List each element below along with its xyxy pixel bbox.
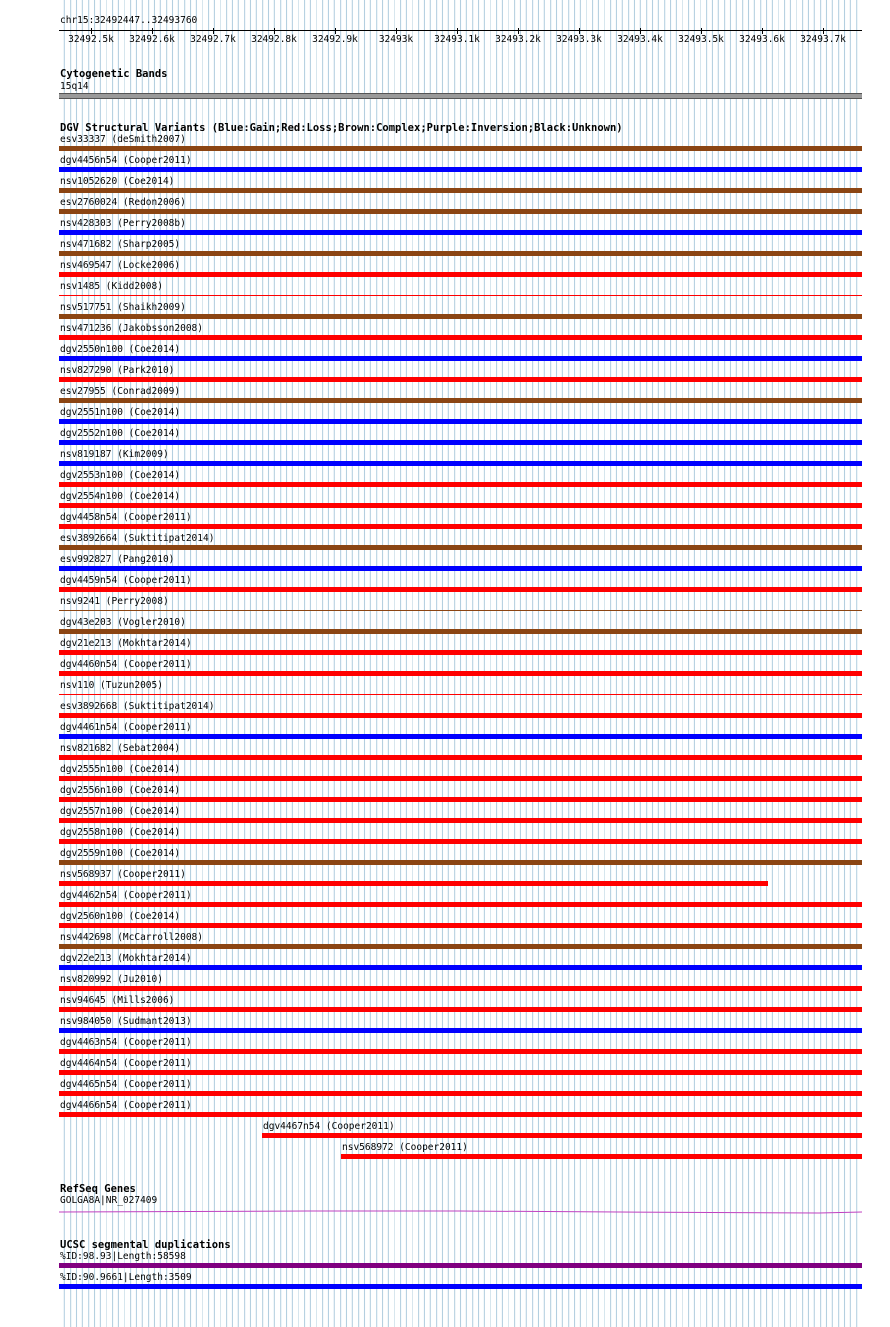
- gene-intron-line: [59, 1211, 862, 1213]
- dgv-variant-label[interactable]: nsv1485 (Kidd2008): [60, 281, 163, 292]
- dgv-variant-bar[interactable]: [59, 419, 862, 424]
- ruler-location: chr15:32492447..32493760: [60, 15, 198, 26]
- dgv-variant-label[interactable]: dgv4466n54 (Cooper2011): [60, 1100, 192, 1111]
- ruler-tick-label: 32492.6k: [129, 34, 175, 45]
- dgv-variant-label[interactable]: nsv517751 (Shaikh2009): [60, 302, 186, 313]
- dgv-variant-label[interactable]: dgv4460n54 (Cooper2011): [60, 659, 192, 670]
- dgv-variant-label[interactable]: dgv2550n100 (Coe2014): [60, 344, 181, 355]
- dgv-variant-label[interactable]: dgv4464n54 (Cooper2011): [60, 1058, 192, 1069]
- dgv-variant-label[interactable]: dgv2553n100 (Coe2014): [60, 470, 181, 481]
- dgv-variant-bar[interactable]: [341, 1154, 862, 1159]
- dgv-variant-label[interactable]: dgv4461n54 (Cooper2011): [60, 722, 192, 733]
- dgv-variant-bar[interactable]: [59, 944, 862, 949]
- segdup-bar[interactable]: [59, 1263, 862, 1268]
- dgv-variant-label[interactable]: dgv43e203 (Vogler2010): [60, 617, 186, 628]
- dgv-variant-bar[interactable]: [59, 755, 862, 760]
- dgv-variant-bar[interactable]: [59, 503, 862, 508]
- dgv-variant-bar[interactable]: [59, 251, 862, 256]
- dgv-variant-label[interactable]: nsv9241 (Perry2008): [60, 596, 169, 607]
- dgv-variant-bar[interactable]: [59, 545, 862, 550]
- dgv-variant-bar[interactable]: [59, 671, 862, 676]
- dgv-variant-bar[interactable]: [59, 923, 862, 928]
- dgv-variant-label[interactable]: esv3892668 (Suktitipat2014): [60, 701, 215, 712]
- dgv-variant-bar[interactable]: [59, 188, 862, 193]
- ruler-axis: [59, 30, 862, 31]
- dgv-variant-bar[interactable]: [59, 1070, 862, 1075]
- dgv-variant-label[interactable]: dgv4467n54 (Cooper2011): [263, 1121, 395, 1132]
- dgv-variant-bar[interactable]: [59, 965, 862, 970]
- dgv-variant-bar[interactable]: [59, 356, 862, 361]
- refseq-gene-feature[interactable]: [59, 1210, 862, 1214]
- dgv-variant-bar[interactable]: [59, 295, 862, 296]
- dgv-variant-label[interactable]: nsv442698 (McCarroll2008): [60, 932, 203, 943]
- dgv-variant-bar[interactable]: [59, 713, 862, 718]
- ruler-tick-label: 32493.6k: [739, 34, 785, 45]
- dgv-variant-label[interactable]: dgv2559n100 (Coe2014): [60, 848, 181, 859]
- ruler-tick-label: 32493.1k: [434, 34, 480, 45]
- dgv-variant-bar[interactable]: [59, 272, 862, 277]
- dgv-variant-bar[interactable]: [59, 797, 862, 802]
- dgv-variant-bar[interactable]: [59, 860, 862, 865]
- dgv-variant-label[interactable]: dgv4458n54 (Cooper2011): [60, 512, 192, 523]
- dgv-variant-label[interactable]: dgv21e213 (Mokhtar2014): [60, 638, 192, 649]
- dgv-variant-label[interactable]: nsv110 (Tuzun2005): [60, 680, 163, 691]
- dgv-variant-label[interactable]: dgv4465n54 (Cooper2011): [60, 1079, 192, 1090]
- dgv-variant-label[interactable]: dgv22e213 (Mokhtar2014): [60, 953, 192, 964]
- dgv-variant-label[interactable]: dgv2556n100 (Coe2014): [60, 785, 181, 796]
- dgv-variant-label[interactable]: dgv2552n100 (Coe2014): [60, 428, 181, 439]
- dgv-variant-label[interactable]: esv27955 (Conrad2009): [60, 386, 181, 397]
- cytoband-bar[interactable]: [59, 93, 862, 99]
- dgv-variant-label[interactable]: nsv471236 (Jakobsson2008): [60, 323, 203, 334]
- ruler-tick-label: 32492.5k: [68, 34, 114, 45]
- dgv-variant-label[interactable]: nsv568972 (Cooper2011): [342, 1142, 468, 1153]
- dgv-variant-bar[interactable]: [59, 1007, 862, 1012]
- dgv-variant-bar[interactable]: [59, 694, 862, 695]
- dgv-variant-bar[interactable]: [59, 209, 862, 214]
- dgv-variant-bar[interactable]: [59, 650, 862, 655]
- dgv-variant-bar[interactable]: [59, 524, 862, 529]
- dgv-variant-bar[interactable]: [59, 230, 862, 235]
- dgv-variant-label[interactable]: nsv819187 (Kim2009): [60, 449, 169, 460]
- dgv-variant-bar[interactable]: [59, 335, 862, 340]
- dgv-variant-bar[interactable]: [59, 314, 862, 319]
- dgv-variant-label[interactable]: esv3892664 (Suktitipat2014): [60, 533, 215, 544]
- cytoband-track-title: Cytogenetic Bands: [60, 68, 168, 80]
- dgv-variant-label[interactable]: dgv4462n54 (Cooper2011): [60, 890, 192, 901]
- dgv-variant-label[interactable]: nsv821682 (Sebat2004): [60, 743, 181, 754]
- dgv-variant-label[interactable]: dgv2554n100 (Coe2014): [60, 491, 181, 502]
- dgv-variant-bar[interactable]: [59, 566, 862, 571]
- segdup-track-title: UCSC segmental duplications: [60, 1239, 231, 1251]
- dgv-variant-label[interactable]: nsv984050 (Sudmant2013): [60, 1016, 192, 1027]
- dgv-variant-bar[interactable]: [59, 587, 862, 592]
- ruler-tick-label: 32493.5k: [678, 34, 724, 45]
- dgv-variant-bar[interactable]: [59, 610, 862, 611]
- dgv-variant-bar[interactable]: [59, 986, 862, 991]
- dgv-track-title: DGV Structural Variants (Blue:Gain;Red:Loss;Brown:Complex;Purple:Inversion;Black:Unknown): [60, 122, 623, 134]
- ruler-tick-label: 32493.4k: [617, 34, 663, 45]
- cytoband-label: 15q14: [60, 81, 89, 92]
- dgv-variant-bar[interactable]: [59, 1049, 862, 1054]
- dgv-variant-label[interactable]: nsv94645 (Mills2006): [60, 995, 175, 1006]
- dgv-variant-label[interactable]: dgv2557n100 (Coe2014): [60, 806, 181, 817]
- dgv-variant-bar[interactable]: [59, 1091, 862, 1096]
- segdup-bar[interactable]: [59, 1284, 862, 1289]
- dgv-variant-bar[interactable]: [59, 881, 768, 886]
- dgv-variant-label[interactable]: nsv827290 (Park2010): [60, 365, 175, 376]
- dgv-variant-label[interactable]: dgv4459n54 (Cooper2011): [60, 575, 192, 586]
- ruler-tick-label: 32492.7k: [190, 34, 236, 45]
- ruler-tick-label: 32493.2k: [495, 34, 541, 45]
- dgv-variant-bar[interactable]: [59, 146, 862, 151]
- dgv-variant-bar[interactable]: [59, 839, 862, 844]
- dgv-variant-label[interactable]: dgv2555n100 (Coe2014): [60, 764, 181, 775]
- ruler-tick-label: 32493.3k: [556, 34, 602, 45]
- dgv-variant-label[interactable]: nsv471682 (Sharp2005): [60, 239, 181, 250]
- dgv-variant-bar[interactable]: [59, 629, 862, 634]
- ruler-tick-label: 32492.9k: [312, 34, 358, 45]
- dgv-variant-label[interactable]: nsv568937 (Cooper2011): [60, 869, 186, 880]
- dgv-variant-bar[interactable]: [59, 440, 862, 445]
- dgv-variant-bar[interactable]: [59, 377, 862, 382]
- dgv-variant-bar[interactable]: [59, 776, 862, 781]
- dgv-variant-label[interactable]: dgv2551n100 (Coe2014): [60, 407, 181, 418]
- ruler-tick-label: 32493k: [378, 34, 414, 45]
- dgv-variant-bar[interactable]: [59, 818, 862, 823]
- dgv-variant-label[interactable]: nsv428303 (Perry2008b): [60, 218, 186, 229]
- dgv-variant-bar[interactable]: [59, 398, 862, 403]
- dgv-variant-label[interactable]: nsv1052620 (Coe2014): [60, 176, 175, 187]
- dgv-variant-bar[interactable]: [59, 734, 862, 739]
- dgv-variant-label[interactable]: dgv2558n100 (Coe2014): [60, 827, 181, 838]
- segdup-label[interactable]: %ID:90.9661|Length:3509: [60, 1272, 192, 1283]
- dgv-variant-bar[interactable]: [59, 167, 862, 172]
- refseq-gene-label[interactable]: GOLGA8A|NR_027409: [60, 1195, 158, 1206]
- dgv-variant-label[interactable]: esv2760024 (Redon2006): [60, 197, 186, 208]
- dgv-variant-bar[interactable]: [59, 461, 862, 466]
- refseq-track-title: RefSeq Genes: [60, 1183, 136, 1195]
- segdup-label[interactable]: %ID:98.93|Length:58598: [60, 1251, 186, 1262]
- ruler-tick-label: 32493.7k: [800, 34, 846, 45]
- dgv-variant-label[interactable]: nsv469547 (Locke2006): [60, 260, 181, 271]
- ruler-tick-label: 32492.8k: [251, 34, 297, 45]
- dgv-variant-label[interactable]: dgv4456n54 (Cooper2011): [60, 155, 192, 166]
- dgv-variant-bar[interactable]: [59, 902, 862, 907]
- dgv-variant-bar[interactable]: [59, 1112, 862, 1117]
- dgv-variant-bar[interactable]: [59, 1028, 862, 1033]
- dgv-variant-label[interactable]: nsv820992 (Ju2010): [60, 974, 163, 985]
- dgv-variant-label[interactable]: esv992827 (Pang2010): [60, 554, 175, 565]
- dgv-variant-label[interactable]: dgv4463n54 (Cooper2011): [60, 1037, 192, 1048]
- dgv-variant-bar[interactable]: [59, 482, 862, 487]
- dgv-variant-label[interactable]: dgv2560n100 (Coe2014): [60, 911, 181, 922]
- dgv-variant-label[interactable]: esv33337 (deSmith2007): [60, 134, 186, 145]
- dgv-variant-bar[interactable]: [262, 1133, 862, 1138]
